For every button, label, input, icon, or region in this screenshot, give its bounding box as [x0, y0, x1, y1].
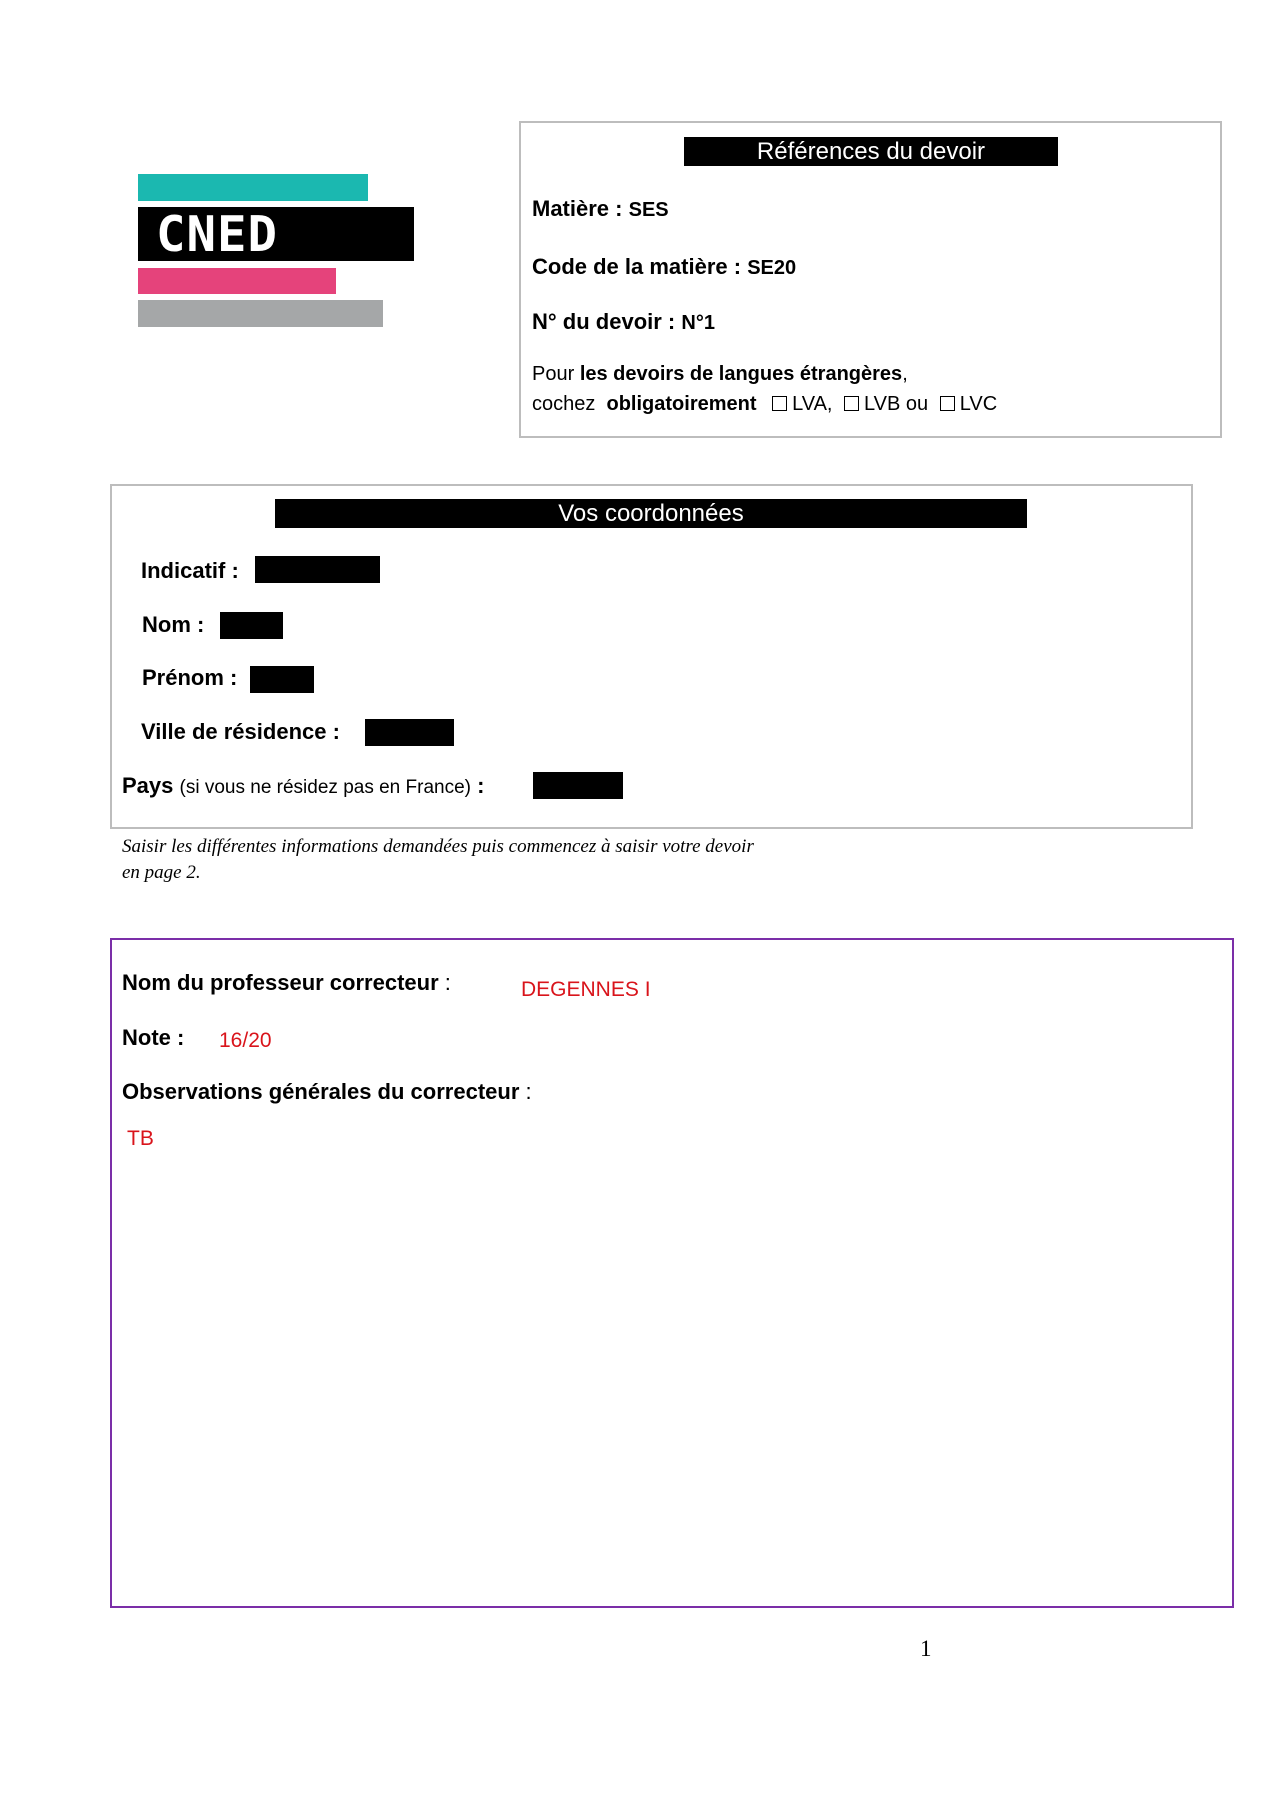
cochez-line [532, 392, 997, 416]
code-value: SE20 [747, 257, 797, 279]
observations-label: Observations générales du correcteur [122, 1079, 520, 1104]
page-number: 1 [920, 1636, 932, 1661]
coordonnees-title: Vos coordonnées [275, 499, 1027, 528]
logo-pink-bar [138, 268, 336, 294]
lva-label: LVA, [792, 393, 833, 415]
obligatoirement-text: obligatoirement [606, 393, 757, 415]
lva-checkbox[interactable] [772, 396, 787, 411]
lvc-label: LVC [959, 393, 998, 415]
prenom-label: Prénom : [142, 665, 238, 690]
logo-text: CNED [156, 206, 279, 263]
professeur-value: DEGENNES I [521, 978, 651, 1001]
professeur-label: Nom du professeur correcteur [122, 970, 439, 995]
code-line [532, 254, 796, 281]
logo-teal-bar [138, 174, 368, 201]
instruction-text: Saisir les différentes informations demandées puis commencez à saisir votre devoir en page 2. [122, 836, 754, 883]
devoir-value: N°1 [681, 312, 715, 334]
references-title: Références du devoir [684, 137, 1058, 166]
logo-grey-bar [138, 300, 383, 327]
matiere-line [532, 196, 669, 223]
prenom-redacted [250, 666, 314, 693]
observations-colon: : [525, 1079, 532, 1104]
note-label: Note : [122, 1025, 185, 1050]
matiere-label: Matière : [532, 196, 623, 221]
langues-pour: Pour [532, 363, 575, 385]
code-label: Code de la matière : [532, 254, 742, 279]
lvb-checkbox[interactable] [844, 396, 859, 411]
pays-line [122, 773, 484, 801]
pays-redacted [533, 772, 623, 799]
indicatif-label: Indicatif : [141, 558, 239, 583]
professeur-colon: : [444, 970, 451, 995]
langues-bold: les devoirs de langues étrangères [579, 363, 903, 385]
pays-label: Pays [122, 773, 174, 798]
langues-line [532, 362, 908, 386]
lvb-label: LVB ou [864, 393, 929, 415]
pays-colon: : [477, 773, 485, 798]
pays-note: (si vous ne résidez pas en France) [179, 777, 471, 798]
lvc-checkbox[interactable] [940, 396, 955, 411]
observations-value: TB [127, 1127, 154, 1150]
note-value: 16/20 [219, 1029, 272, 1052]
cochez-text: cochez [532, 393, 596, 415]
nom-redacted [220, 612, 283, 639]
langues-comma: , [902, 363, 908, 385]
observations-line [122, 1079, 532, 1105]
devoir-label: N° du devoir : [532, 309, 676, 334]
ville-redacted [365, 719, 454, 746]
indicatif-redacted [255, 556, 380, 583]
nom-label: Nom : [142, 612, 205, 637]
devoir-line [532, 309, 715, 336]
ville-label: Ville de résidence : [141, 719, 340, 744]
matiere-value: SES [628, 199, 669, 221]
correction-box [110, 938, 1234, 1608]
professeur-line [122, 970, 451, 996]
